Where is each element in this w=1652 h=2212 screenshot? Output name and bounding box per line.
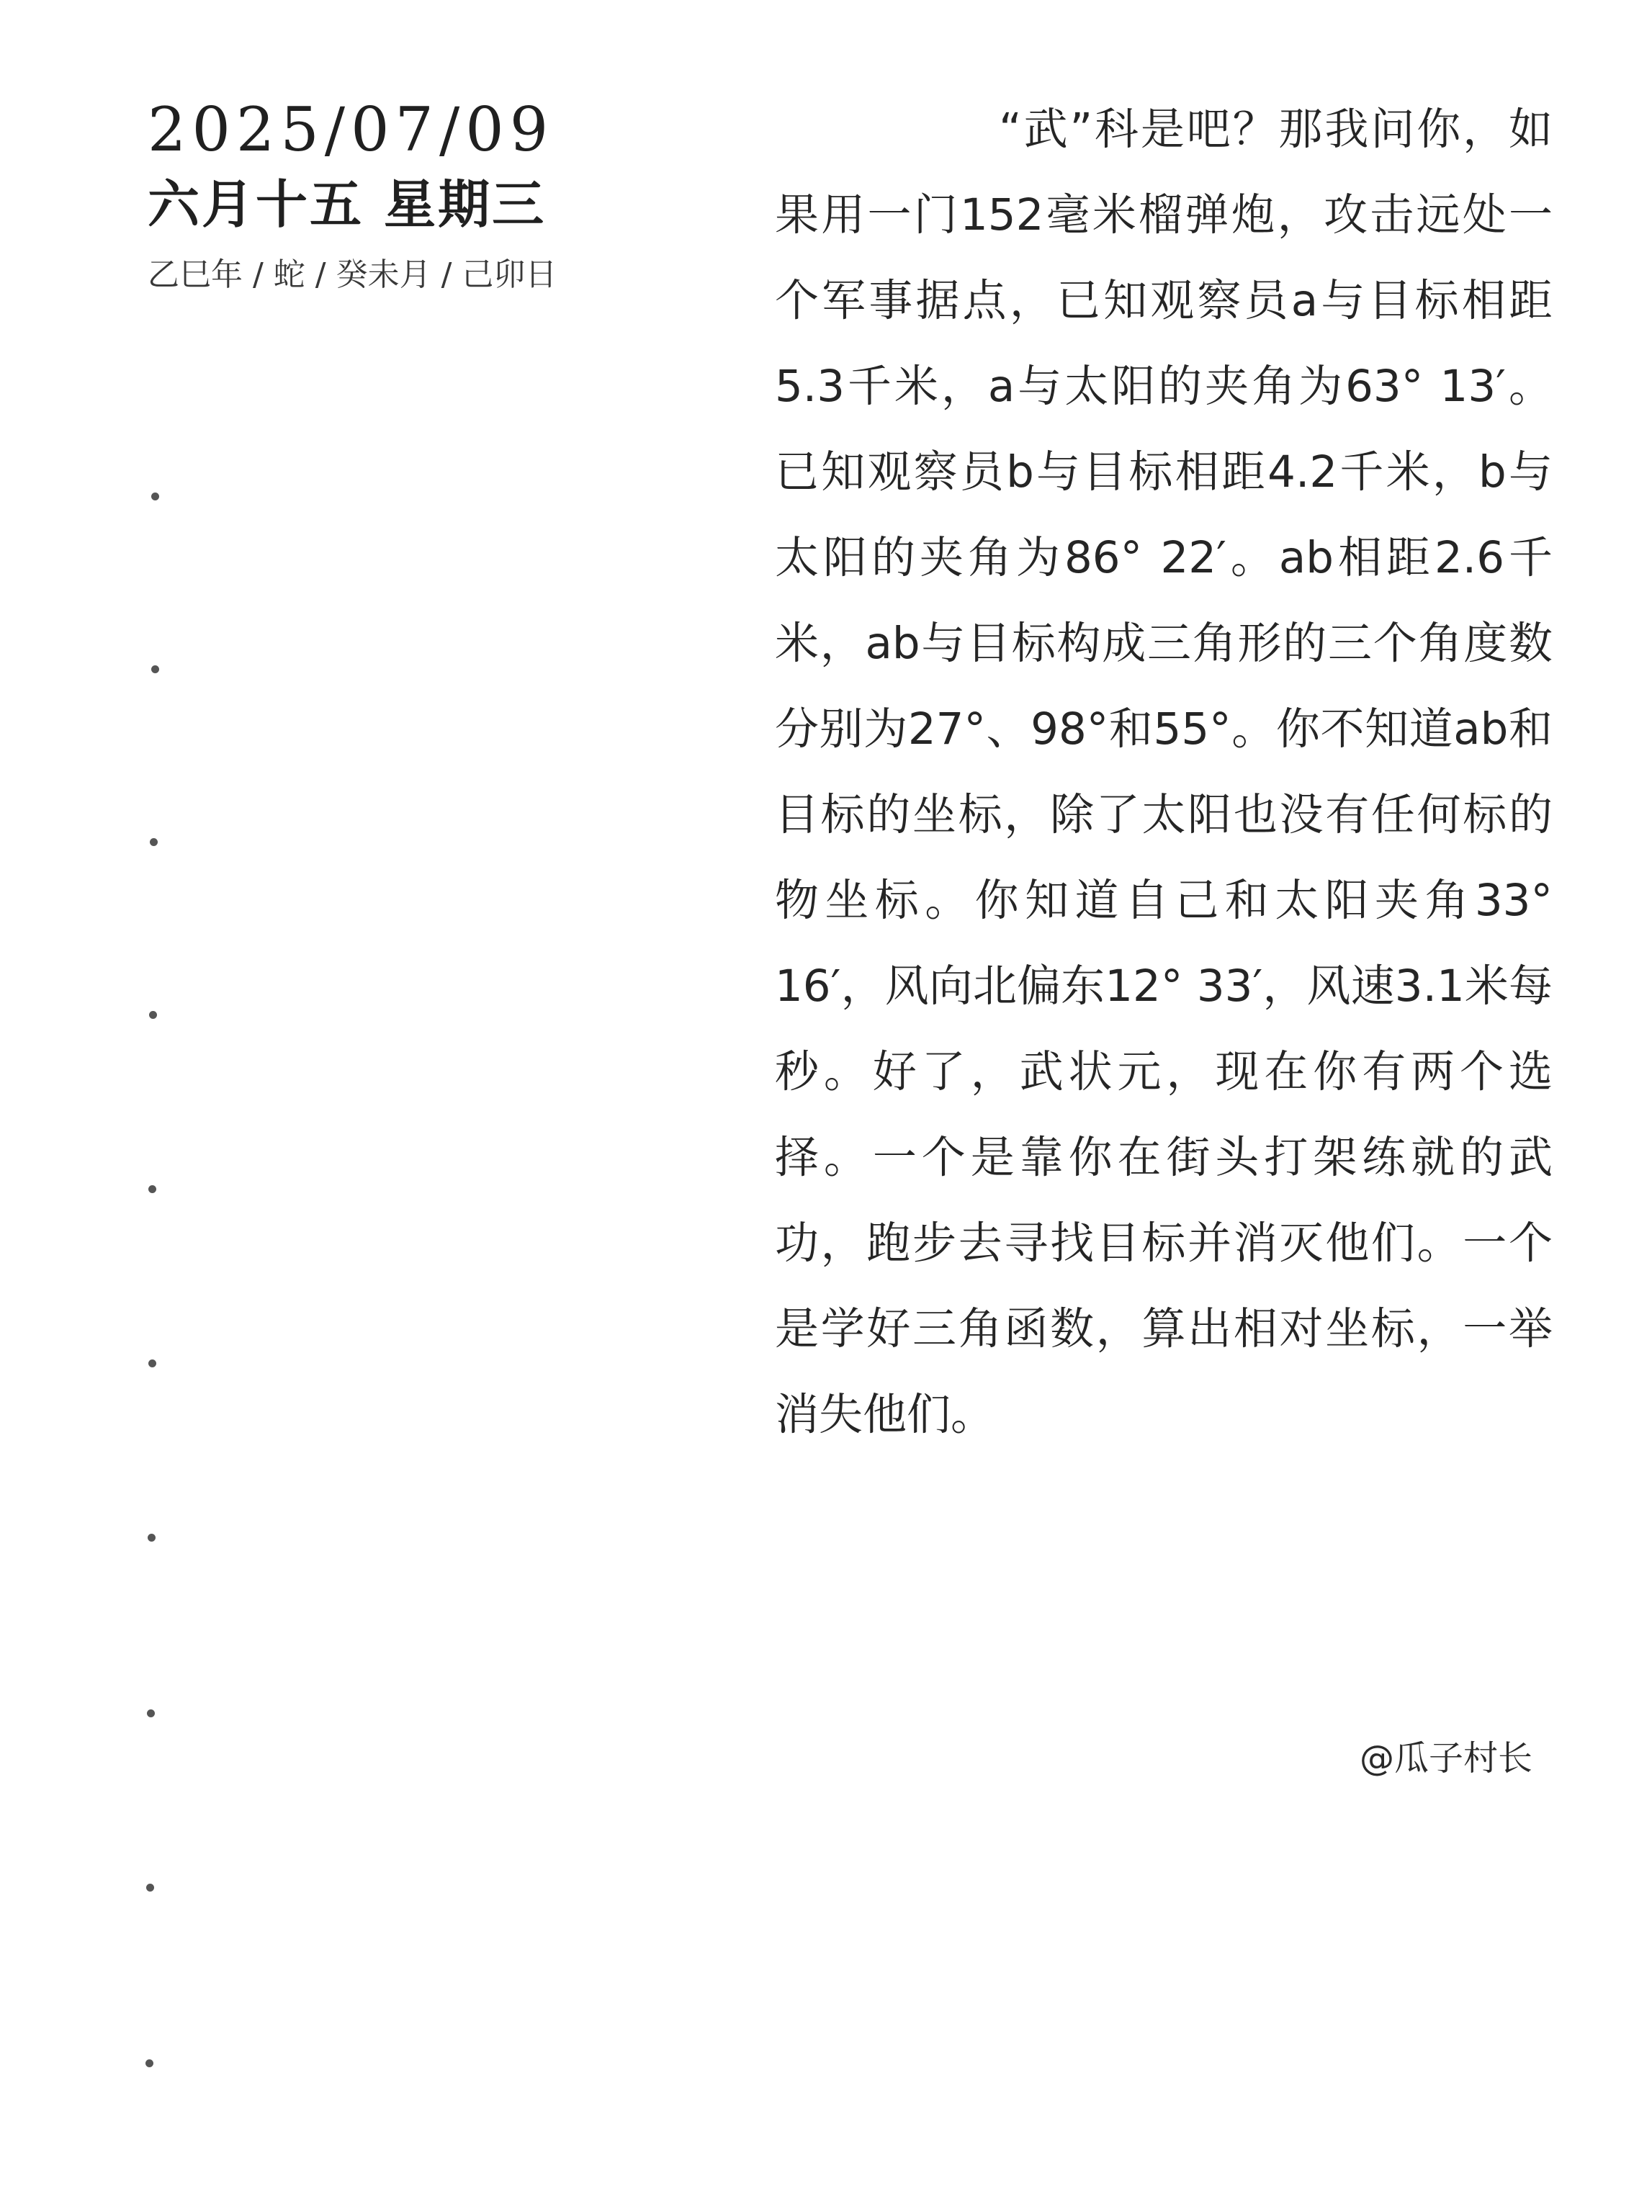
margin-dot-2	[151, 665, 159, 673]
author-handle: @瓜子村长	[1359, 1738, 1532, 1779]
ganzhi-date: 乙巳年 / 蛇 / 癸未月 / 己卯日	[148, 256, 557, 293]
margin-dot-10	[145, 2059, 153, 2067]
margin-dot-1	[151, 493, 159, 500]
margin-dot-9	[146, 1884, 154, 1892]
lunar-date-weekday: 六月十五 星期三	[148, 174, 547, 235]
margin-dot-3	[150, 838, 158, 846]
date-heading: 2025/07/09	[148, 94, 555, 165]
margin-dot-8	[147, 1709, 155, 1717]
margin-dot-7	[148, 1534, 156, 1542]
margin-dot-5	[148, 1185, 156, 1193]
margin-dot-6	[148, 1359, 156, 1367]
margin-dot-4	[149, 1011, 157, 1019]
article-body: “武”科是吧？那我问你，如果用一门152毫米榴弹炮，攻击远处一个军事据点，已知观察员a与目标相距5.3千米，a与太阳的夹角为63° 13′。已知观察员b与目标相距4.2千米，b与太阳的夹角为86° 22′。ab相距2.6千米，ab与目标构成三角形的三个角度数分别为27°、98°和55°。你不知道ab和目标的坐标，除了太阳也没有任何标的物坐标。你知道自己和太阳夹角33° 16′，风向北偏东12° 33′，风速3.1米每秒。好了，武状元，现在你有两个选择。一个是靠你在街头打架练就的武功，跑步去寻找目标并消灭他们。一个是学好三角函数，算出相对坐标，一举消失他们。	[775, 104, 1553, 1440]
